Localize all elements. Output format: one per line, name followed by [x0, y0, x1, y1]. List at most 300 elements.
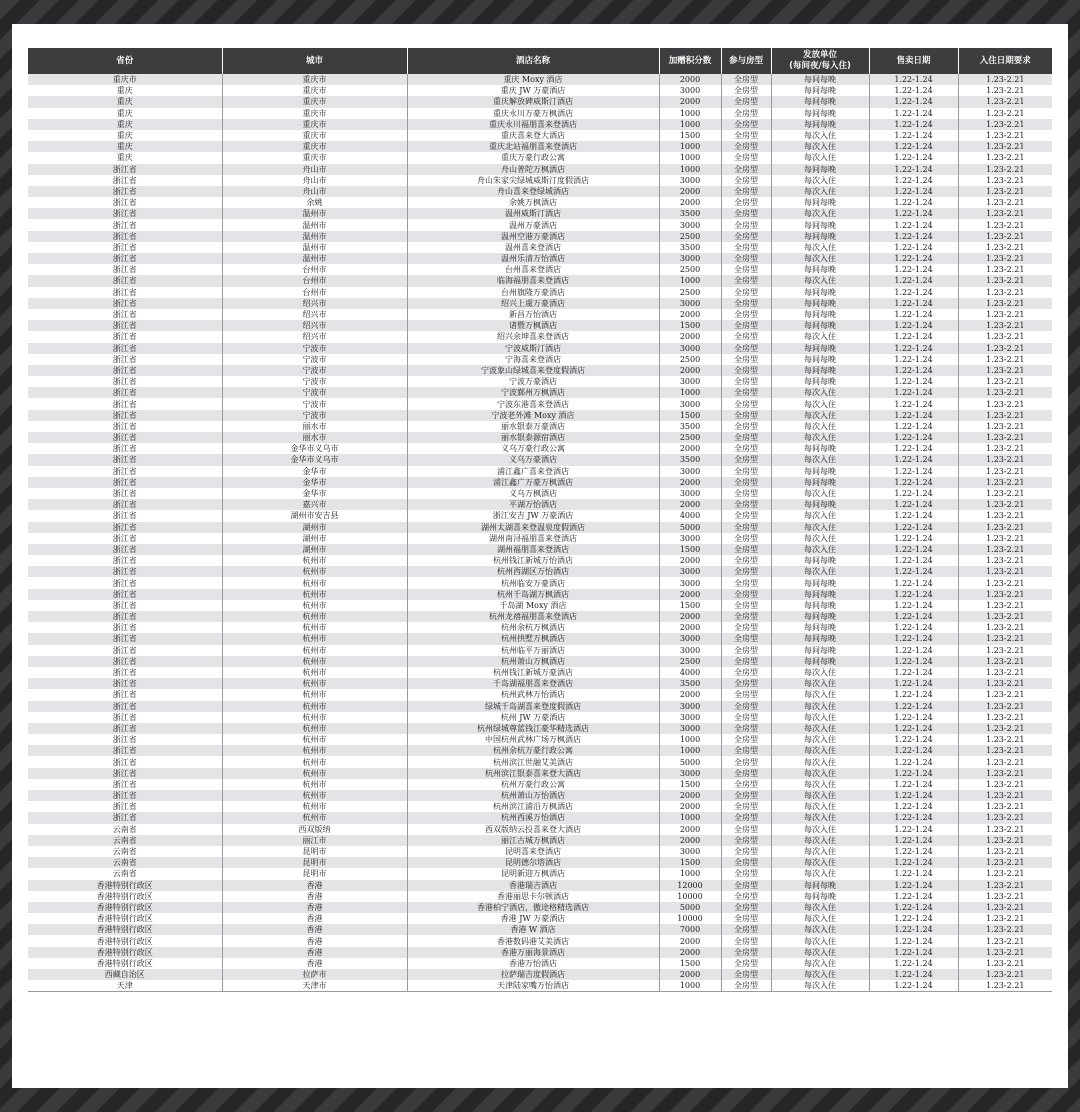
cell-province: 浙江省 [28, 734, 222, 745]
cell-award-unit: 每间每晚 [771, 600, 869, 611]
cell-stay-date: 1.23-2.21 [958, 589, 1052, 600]
cell-award-unit: 每间每晚 [771, 645, 869, 656]
cell-award-unit: 每次入住 [771, 756, 869, 767]
cell-award-unit: 每次入住 [771, 432, 869, 443]
table-row [28, 242, 1052, 253]
cell-stay-date: 1.23-2.21 [958, 432, 1052, 443]
cell-bonus-points: 1500 [659, 857, 721, 868]
cell-stay-date: 1.23-2.21 [958, 947, 1052, 958]
cell-room-type: 全房型 [721, 108, 771, 119]
cell-hotel-name: 温州万豪酒店 [407, 219, 659, 230]
cell-room-type: 全房型 [721, 768, 771, 779]
cell-award-unit: 每间每晚 [771, 376, 869, 387]
cell-room-type: 全房型 [721, 678, 771, 689]
table-row [28, 410, 1052, 421]
table-row [28, 74, 1052, 85]
cell-city: 湖州市 [222, 522, 407, 533]
cell-stay-date: 1.23-2.21 [958, 924, 1052, 935]
cell-award-unit: 每次入住 [771, 242, 869, 253]
cell-sale-date: 1.22-1.24 [869, 264, 958, 275]
cell-sale-date: 1.22-1.24 [869, 935, 958, 946]
cell-award-unit: 每次入住 [771, 958, 869, 969]
cell-hotel-name: 杭州钱江新城万豪酒店 [407, 667, 659, 678]
cell-hotel-name: 香港丽思卡尔顿酒店 [407, 891, 659, 902]
cell-stay-date: 1.23-2.21 [958, 219, 1052, 230]
cell-bonus-points: 2500 [659, 264, 721, 275]
cell-bonus-points: 2500 [659, 287, 721, 298]
cell-award-unit: 每次入住 [771, 175, 869, 186]
cell-award-unit: 每次入住 [771, 141, 869, 152]
cell-stay-date: 1.23-2.21 [958, 678, 1052, 689]
cell-sale-date: 1.22-1.24 [869, 947, 958, 958]
table-row [28, 880, 1052, 891]
cell-award-unit: 每次入住 [771, 835, 869, 846]
cell-stay-date: 1.23-2.21 [958, 421, 1052, 432]
cell-province: 西藏自治区 [28, 969, 222, 980]
cell-sale-date: 1.22-1.24 [869, 510, 958, 521]
cell-hotel-name: 杭州绿城尊蓝钱江豪华精选酒店 [407, 723, 659, 734]
cell-stay-date: 1.23-2.21 [958, 253, 1052, 264]
cell-room-type: 全房型 [721, 902, 771, 913]
cell-award-unit: 每间每晚 [771, 555, 869, 566]
cell-hotel-name: 重庆喜来登大酒店 [407, 130, 659, 141]
cell-hotel-name: 杭州临安万豪酒店 [407, 577, 659, 588]
cell-room-type: 全房型 [721, 857, 771, 868]
cell-province: 浙江省 [28, 387, 222, 398]
header-city: 城市 [222, 48, 407, 74]
table-row [28, 611, 1052, 622]
cell-stay-date: 1.23-2.21 [958, 891, 1052, 902]
cell-award-unit: 每间每晚 [771, 354, 869, 365]
cell-bonus-points: 3500 [659, 454, 721, 465]
cell-bonus-points: 4000 [659, 667, 721, 678]
cell-award-unit: 每次入住 [771, 186, 869, 197]
cell-hotel-name: 杭州万豪行政公寓 [407, 779, 659, 790]
cell-sale-date: 1.22-1.24 [869, 801, 958, 812]
cell-room-type: 全房型 [721, 924, 771, 935]
cell-city: 台州市 [222, 275, 407, 286]
cell-province: 浙江省 [28, 208, 222, 219]
cell-sale-date: 1.22-1.24 [869, 208, 958, 219]
cell-award-unit: 每间每晚 [771, 219, 869, 230]
cell-room-type: 全房型 [721, 533, 771, 544]
cell-stay-date: 1.23-2.21 [958, 577, 1052, 588]
table-row [28, 208, 1052, 219]
cell-bonus-points: 2500 [659, 231, 721, 242]
table-row [28, 522, 1052, 533]
cell-award-unit: 每次入住 [771, 801, 869, 812]
cell-bonus-points: 3000 [659, 712, 721, 723]
cell-sale-date: 1.22-1.24 [869, 555, 958, 566]
cell-sale-date: 1.22-1.24 [869, 678, 958, 689]
cell-hotel-name: 天津陆家嘴万怡酒店 [407, 980, 659, 992]
cell-room-type: 全房型 [721, 197, 771, 208]
cell-room-type: 全房型 [721, 320, 771, 331]
cell-province: 香港特别行政区 [28, 935, 222, 946]
cell-bonus-points: 10000 [659, 913, 721, 924]
cell-room-type: 全房型 [721, 589, 771, 600]
cell-city: 杭州市 [222, 600, 407, 611]
cell-hotel-name: 杭州西湖区万怡酒店 [407, 566, 659, 577]
cell-province: 浙江省 [28, 410, 222, 421]
cell-sale-date: 1.22-1.24 [869, 756, 958, 767]
cell-hotel-name: 温州空港万豪酒店 [407, 231, 659, 242]
cell-room-type: 全房型 [721, 432, 771, 443]
cell-bonus-points: 2000 [659, 477, 721, 488]
cell-sale-date: 1.22-1.24 [869, 689, 958, 700]
cell-room-type: 全房型 [721, 96, 771, 107]
cell-sale-date: 1.22-1.24 [869, 913, 958, 924]
cell-city: 杭州市 [222, 645, 407, 656]
header-hotel-name: 酒店名称 [407, 48, 659, 74]
cell-sale-date: 1.22-1.24 [869, 96, 958, 107]
header-award-unit: 发放单位 (每间夜/每入住) [771, 48, 869, 74]
cell-city: 拉萨市 [222, 969, 407, 980]
cell-hotel-name: 香港 JW 万豪酒店 [407, 913, 659, 924]
cell-sale-date: 1.22-1.24 [869, 656, 958, 667]
cell-sale-date: 1.22-1.24 [869, 902, 958, 913]
cell-bonus-points: 3000 [659, 466, 721, 477]
cell-bonus-points: 3500 [659, 242, 721, 253]
cell-bonus-points: 2000 [659, 935, 721, 946]
cell-room-type: 全房型 [721, 734, 771, 745]
cell-bonus-points: 2000 [659, 589, 721, 600]
cell-stay-date: 1.23-2.21 [958, 913, 1052, 924]
table-row [28, 969, 1052, 980]
table-row [28, 264, 1052, 275]
table-row [28, 701, 1052, 712]
cell-hotel-name: 昆明德尔塔酒店 [407, 857, 659, 868]
cell-award-unit: 每次入住 [771, 980, 869, 992]
table-row [28, 186, 1052, 197]
cell-room-type: 全房型 [721, 208, 771, 219]
cell-award-unit: 每次入住 [771, 846, 869, 857]
cell-award-unit: 每间每晚 [771, 589, 869, 600]
cell-city: 杭州市 [222, 656, 407, 667]
cell-room-type: 全房型 [721, 477, 771, 488]
cell-award-unit: 每次入住 [771, 398, 869, 409]
cell-sale-date: 1.22-1.24 [869, 443, 958, 454]
table-row [28, 309, 1052, 320]
cell-award-unit: 每次入住 [771, 969, 869, 980]
table-row [28, 466, 1052, 477]
table-row [28, 130, 1052, 141]
table-row [28, 824, 1052, 835]
cell-bonus-points: 3500 [659, 678, 721, 689]
cell-city: 嘉兴市 [222, 499, 407, 510]
cell-bonus-points: 2000 [659, 96, 721, 107]
cell-sale-date: 1.22-1.24 [869, 74, 958, 85]
cell-hotel-name: 台州喜来登酒店 [407, 264, 659, 275]
cell-city: 香港 [222, 958, 407, 969]
cell-sale-date: 1.22-1.24 [869, 242, 958, 253]
cell-award-unit: 每次入住 [771, 924, 869, 935]
cell-hotel-name: 舟山朱家尖绿城威斯汀度假酒店 [407, 175, 659, 186]
table-row [28, 645, 1052, 656]
cell-sale-date: 1.22-1.24 [869, 723, 958, 734]
cell-room-type: 全房型 [721, 958, 771, 969]
cell-sale-date: 1.22-1.24 [869, 466, 958, 477]
table-row [28, 544, 1052, 555]
cell-province: 浙江省 [28, 555, 222, 566]
cell-city: 温州市 [222, 231, 407, 242]
table-row [28, 913, 1052, 924]
cell-bonus-points: 2000 [659, 74, 721, 85]
cell-hotel-name: 宁波象山绿城喜来登度假酒店 [407, 365, 659, 376]
cell-hotel-name: 临海福朋喜来登酒店 [407, 275, 659, 286]
table-row [28, 499, 1052, 510]
cell-hotel-name: 湖州南浔福朋喜来登酒店 [407, 533, 659, 544]
cell-sale-date: 1.22-1.24 [869, 197, 958, 208]
cell-province: 浙江省 [28, 533, 222, 544]
cell-bonus-points: 2000 [659, 309, 721, 320]
cell-province: 浙江省 [28, 309, 222, 320]
cell-stay-date: 1.23-2.21 [958, 868, 1052, 879]
cell-bonus-points: 2500 [659, 354, 721, 365]
cell-province: 浙江省 [28, 477, 222, 488]
cell-bonus-points: 10000 [659, 891, 721, 902]
cell-stay-date: 1.23-2.21 [958, 566, 1052, 577]
cell-city: 香港 [222, 902, 407, 913]
cell-hotel-name: 重庆永川万豪万枫酒店 [407, 108, 659, 119]
cell-stay-date: 1.23-2.21 [958, 645, 1052, 656]
cell-province: 浙江省 [28, 287, 222, 298]
table-row [28, 197, 1052, 208]
cell-stay-date: 1.23-2.21 [958, 622, 1052, 633]
cell-bonus-points: 2000 [659, 197, 721, 208]
cell-hotel-name: 千岛湖 Moxy 酒店 [407, 600, 659, 611]
cell-bonus-points: 2000 [659, 835, 721, 846]
cell-city: 杭州市 [222, 633, 407, 644]
cell-room-type: 全房型 [721, 611, 771, 622]
cell-bonus-points: 7000 [659, 924, 721, 935]
cell-room-type: 全房型 [721, 376, 771, 387]
cell-city: 香港 [222, 947, 407, 958]
table-row [28, 577, 1052, 588]
cell-hotel-name: 重庆万豪行政公寓 [407, 152, 659, 163]
cell-city: 绍兴市 [222, 309, 407, 320]
cell-stay-date: 1.23-2.21 [958, 454, 1052, 465]
cell-award-unit: 每间每晚 [771, 880, 869, 891]
cell-award-unit: 每次入住 [771, 745, 869, 756]
cell-bonus-points: 3500 [659, 421, 721, 432]
cell-award-unit: 每间每晚 [771, 264, 869, 275]
cell-award-unit: 每间每晚 [771, 611, 869, 622]
table-row [28, 768, 1052, 779]
cell-city: 香港 [222, 913, 407, 924]
cell-city: 杭州市 [222, 701, 407, 712]
cell-room-type: 全房型 [721, 231, 771, 242]
cell-stay-date: 1.23-2.21 [958, 96, 1052, 107]
cell-city: 香港 [222, 880, 407, 891]
cell-hotel-name: 绍兴余坤喜来登酒店 [407, 331, 659, 342]
table-row [28, 812, 1052, 823]
cell-city: 杭州市 [222, 779, 407, 790]
cell-city: 金华市 [222, 477, 407, 488]
cell-sale-date: 1.22-1.24 [869, 857, 958, 868]
cell-stay-date: 1.23-2.21 [958, 74, 1052, 85]
table-row [28, 846, 1052, 857]
cell-hotel-name: 平湖万怡酒店 [407, 499, 659, 510]
table-row [28, 656, 1052, 667]
table-row [28, 164, 1052, 175]
cell-hotel-name: 湖州太湖喜来登温泉度假酒店 [407, 522, 659, 533]
cell-room-type: 全房型 [721, 555, 771, 566]
cell-stay-date: 1.23-2.21 [958, 611, 1052, 622]
cell-hotel-name: 杭州临平万丽酒店 [407, 645, 659, 656]
cell-bonus-points: 1000 [659, 868, 721, 879]
cell-sale-date: 1.22-1.24 [869, 835, 958, 846]
cell-province: 浙江省 [28, 488, 222, 499]
cell-award-unit: 每次入住 [771, 253, 869, 264]
cell-province: 重庆 [28, 85, 222, 96]
table-row [28, 745, 1052, 756]
cell-award-unit: 每次入住 [771, 331, 869, 342]
cell-hotel-name: 西双版纳云投喜来登大酒店 [407, 824, 659, 835]
table-row [28, 85, 1052, 96]
cell-province: 浙江省 [28, 432, 222, 443]
hotel-points-table [28, 48, 1052, 992]
cell-sale-date: 1.22-1.24 [869, 219, 958, 230]
cell-room-type: 全房型 [721, 801, 771, 812]
cell-bonus-points: 2500 [659, 432, 721, 443]
cell-hotel-name: 香港万丽海景酒店 [407, 947, 659, 958]
table-row [28, 152, 1052, 163]
header-sale-date: 售卖日期 [869, 48, 958, 74]
cell-hotel-name: 宁波老外滩 Moxy 酒店 [407, 410, 659, 421]
cell-city: 温州市 [222, 253, 407, 264]
cell-stay-date: 1.23-2.21 [958, 130, 1052, 141]
table-row [28, 801, 1052, 812]
cell-province: 浙江省 [28, 354, 222, 365]
table-row [28, 421, 1052, 432]
table-row [28, 108, 1052, 119]
cell-city: 宁波市 [222, 398, 407, 409]
cell-sale-date: 1.22-1.24 [869, 331, 958, 342]
cell-stay-date: 1.23-2.21 [958, 197, 1052, 208]
cell-bonus-points: 5000 [659, 522, 721, 533]
cell-bonus-points: 2000 [659, 801, 721, 812]
cell-award-unit: 每间每晚 [771, 119, 869, 130]
cell-sale-date: 1.22-1.24 [869, 701, 958, 712]
cell-stay-date: 1.23-2.21 [958, 880, 1052, 891]
cell-room-type: 全房型 [721, 544, 771, 555]
cell-city: 绍兴市 [222, 320, 407, 331]
cell-award-unit: 每间每晚 [771, 164, 869, 175]
cell-province: 浙江省 [28, 365, 222, 376]
cell-city: 杭州市 [222, 678, 407, 689]
cell-bonus-points: 3000 [659, 488, 721, 499]
cell-sale-date: 1.22-1.24 [869, 488, 958, 499]
cell-room-type: 全房型 [721, 141, 771, 152]
cell-room-type: 全房型 [721, 275, 771, 286]
cell-room-type: 全房型 [721, 365, 771, 376]
cell-province: 浙江省 [28, 779, 222, 790]
cell-stay-date: 1.23-2.21 [958, 119, 1052, 130]
cell-stay-date: 1.23-2.21 [958, 667, 1052, 678]
cell-bonus-points: 3000 [659, 219, 721, 230]
cell-hotel-name: 香港瑞吉酒店 [407, 880, 659, 891]
cell-city: 香港 [222, 935, 407, 946]
cell-award-unit: 每间每晚 [771, 96, 869, 107]
cell-province: 云南省 [28, 846, 222, 857]
cell-stay-date: 1.23-2.21 [958, 756, 1052, 767]
cell-hotel-name: 昆明喜来登酒店 [407, 846, 659, 857]
cell-province: 香港特别行政区 [28, 913, 222, 924]
cell-province: 浙江省 [28, 611, 222, 622]
cell-province: 浙江省 [28, 331, 222, 342]
cell-stay-date: 1.23-2.21 [958, 108, 1052, 119]
cell-room-type: 全房型 [721, 633, 771, 644]
cell-award-unit: 每次入住 [771, 812, 869, 823]
table-row [28, 533, 1052, 544]
cell-bonus-points: 3000 [659, 175, 721, 186]
cell-province: 浙江省 [28, 466, 222, 477]
cell-sale-date: 1.22-1.24 [869, 152, 958, 163]
cell-province: 香港特别行政区 [28, 880, 222, 891]
table-row [28, 756, 1052, 767]
cell-room-type: 全房型 [721, 846, 771, 857]
cell-stay-date: 1.23-2.21 [958, 85, 1052, 96]
cell-sale-date: 1.22-1.24 [869, 880, 958, 891]
cell-room-type: 全房型 [721, 488, 771, 499]
cell-province: 浙江省 [28, 801, 222, 812]
cell-bonus-points: 1000 [659, 387, 721, 398]
cell-sale-date: 1.22-1.24 [869, 253, 958, 264]
cell-sale-date: 1.22-1.24 [869, 969, 958, 980]
cell-bonus-points: 5000 [659, 756, 721, 767]
table-row [28, 600, 1052, 611]
table-row [28, 891, 1052, 902]
cell-room-type: 全房型 [721, 980, 771, 992]
cell-city: 杭州市 [222, 589, 407, 600]
cell-bonus-points: 2000 [659, 499, 721, 510]
cell-province: 香港特别行政区 [28, 947, 222, 958]
cell-award-unit: 每次入住 [771, 779, 869, 790]
cell-hotel-name: 舟山喜来登绿城酒店 [407, 186, 659, 197]
cell-city: 杭州市 [222, 812, 407, 823]
cell-award-unit: 每间每晚 [771, 287, 869, 298]
cell-stay-date: 1.23-2.21 [958, 152, 1052, 163]
cell-award-unit: 每次入住 [771, 902, 869, 913]
cell-bonus-points: 1500 [659, 958, 721, 969]
table-row [28, 477, 1052, 488]
cell-sale-date: 1.22-1.24 [869, 365, 958, 376]
cell-stay-date: 1.23-2.21 [958, 689, 1052, 700]
cell-city: 重庆市 [222, 85, 407, 96]
cell-room-type: 全房型 [721, 577, 771, 588]
cell-sale-date: 1.22-1.24 [869, 712, 958, 723]
cell-province: 浙江省 [28, 656, 222, 667]
cell-room-type: 全房型 [721, 164, 771, 175]
cell-province: 浙江省 [28, 164, 222, 175]
cell-bonus-points: 3000 [659, 645, 721, 656]
cell-sale-date: 1.22-1.24 [869, 287, 958, 298]
cell-hotel-name: 义乌万枫酒店 [407, 488, 659, 499]
cell-city: 杭州市 [222, 622, 407, 633]
cell-stay-date: 1.23-2.21 [958, 958, 1052, 969]
table-row [28, 298, 1052, 309]
cell-bonus-points: 1000 [659, 745, 721, 756]
cell-stay-date: 1.23-2.21 [958, 164, 1052, 175]
cell-award-unit: 每次入住 [771, 701, 869, 712]
table-row [28, 275, 1052, 286]
cell-bonus-points: 1000 [659, 108, 721, 119]
cell-bonus-points: 2000 [659, 611, 721, 622]
cell-city: 杭州市 [222, 723, 407, 734]
cell-bonus-points: 2000 [659, 947, 721, 958]
cell-bonus-points: 1500 [659, 130, 721, 141]
